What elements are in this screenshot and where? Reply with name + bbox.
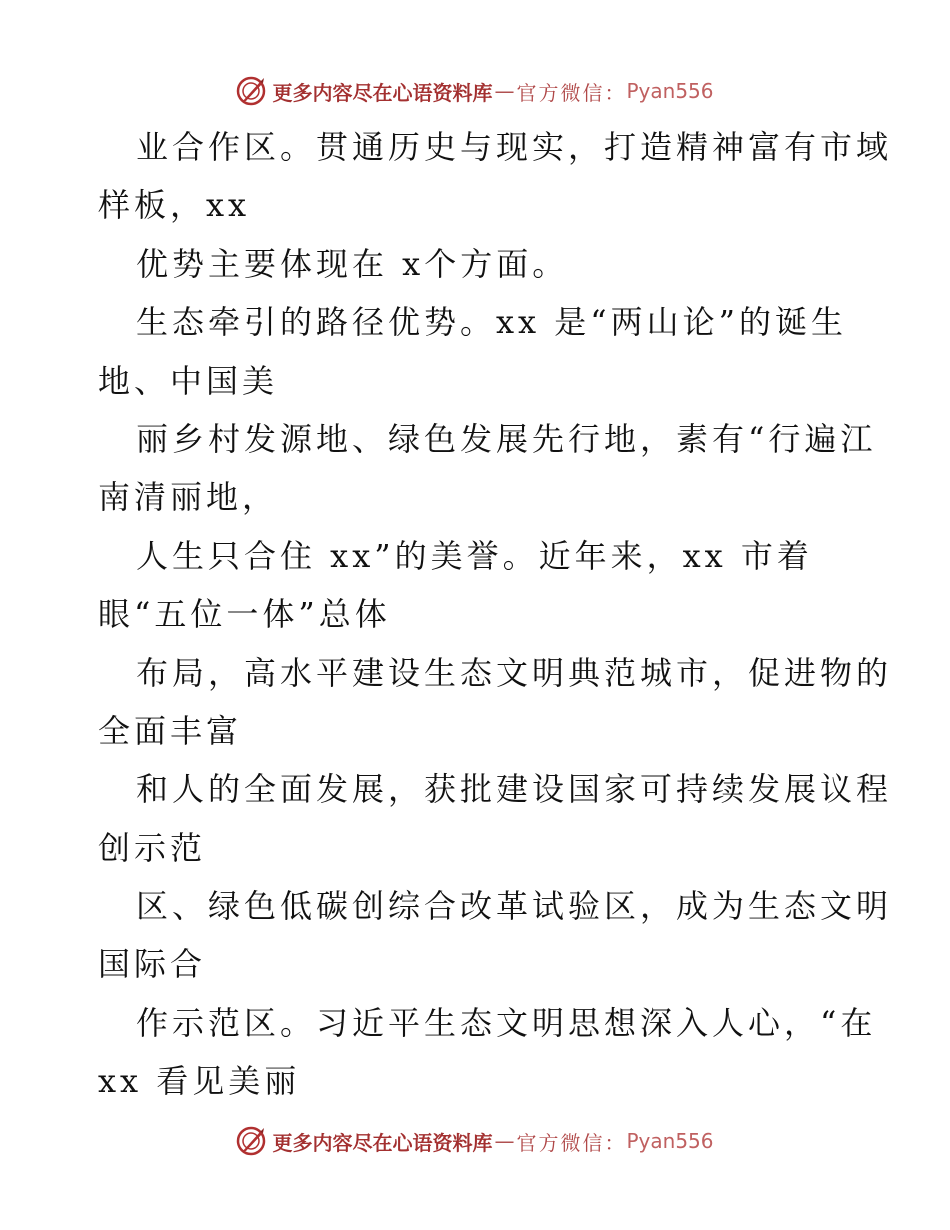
text-line: 优势主要体现在 x个方面。	[136, 244, 569, 283]
header-banner	[0, 71, 950, 111]
text-line: 布局，高水平建设生态文明典范城市，促进物的	[136, 653, 893, 692]
text-line: 创示范	[98, 828, 207, 867]
text-line: 眼“五位一体”总体	[98, 595, 391, 634]
text-line: 区、绿色低碳创综合改革试验区，成为生态文明	[136, 887, 893, 926]
footer-wechat-label: 官方微信：	[516, 1130, 627, 1155]
text-line: 全面丰富	[98, 711, 243, 750]
text-line: 生态牵引的路径优势。xx 是“两山论”的诞生	[136, 303, 847, 342]
text-line: xx 看见美丽	[98, 1062, 301, 1101]
text-line: 作示范区。习近平生态文明思想深入人心，“在	[136, 1003, 877, 1042]
text-line: 国际合	[98, 945, 207, 984]
text-line: 地、中国美	[98, 361, 279, 400]
text-line: 业合作区。贯通历史与现实，打造精神富有市域	[136, 128, 893, 166]
text-line: 样板，xx	[98, 186, 251, 225]
footer-banner	[0, 1121, 950, 1161]
footer-wechat-id: Pyan556	[626, 1129, 714, 1153]
footer-separator: —	[494, 1129, 515, 1153]
quill-logo-icon	[236, 76, 266, 106]
header-separator: —	[494, 79, 515, 103]
text-line: 丽乡村发源地、绿色发展先行地，素有“行遍江	[136, 419, 877, 458]
header-wechat-label: 官方微信：	[516, 80, 627, 105]
footer-site-text: 更多内容尽在心语资料库	[272, 1130, 493, 1155]
header-site-text: 更多内容尽在心语资料库	[272, 80, 493, 105]
quill-logo-icon	[236, 1126, 266, 1156]
document-body	[98, 118, 893, 1111]
header-wechat-id: Pyan556	[626, 79, 714, 103]
text-line: 和人的全面发展，获批建设国家可持续发展议程	[136, 770, 893, 809]
text-line: 南清丽地，	[98, 478, 279, 517]
text-line: 人生只合住 xx”的美誉。近年来，xx 市着	[136, 536, 813, 575]
